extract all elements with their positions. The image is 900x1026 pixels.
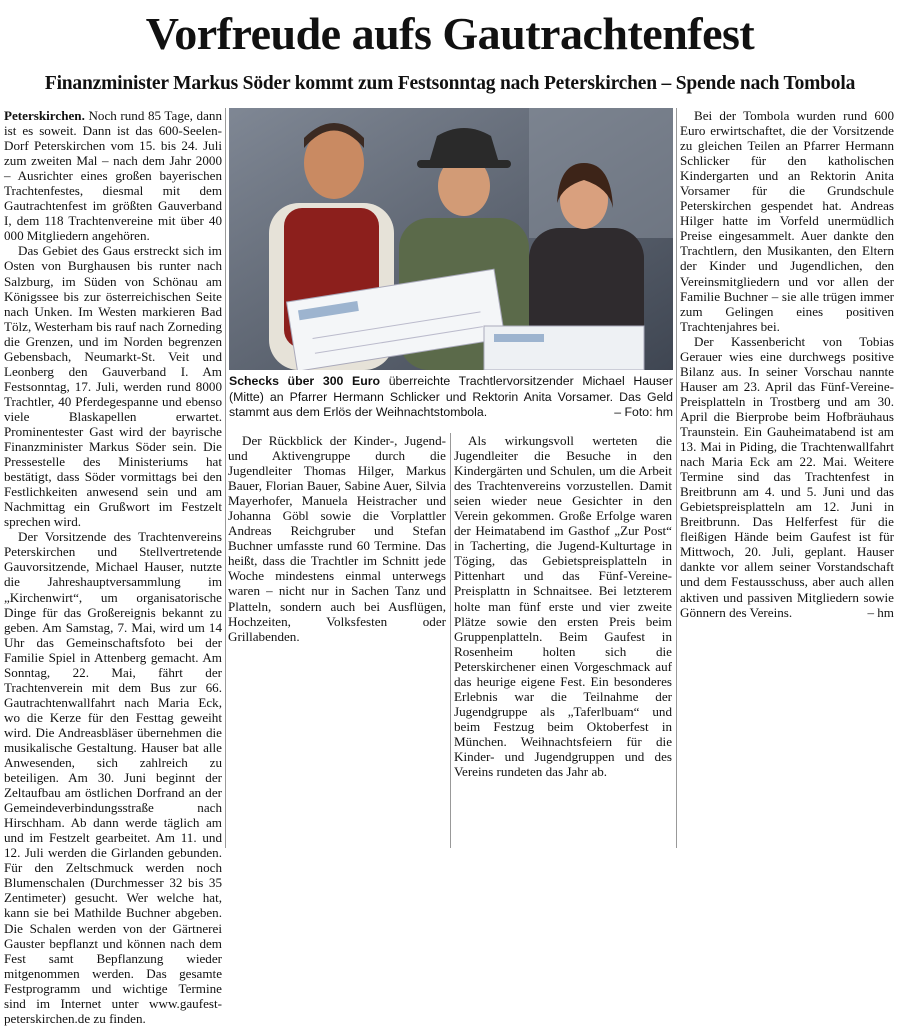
subheadline: Finanzminister Markus Söder kommt zum Festsonntag nach Peterskirchen – Spende nach Tombola: [44, 73, 856, 94]
paragraph-7: [680, 334, 894, 620]
dateline: Peterskirchen.: [4, 108, 85, 123]
photo-credit: – Foto: hm: [614, 405, 673, 419]
photo-illustration: [229, 108, 673, 370]
caption-text: überreichte Trachtlervorsitzender Michael Hauser (Mitte) an Pfarrer Hermann Schlicker und Rektorin Anita Vorsamer. Das Geld stammt aus dem Erlös der Weihnachtstombola.: [229, 374, 673, 419]
column-divider: [225, 108, 226, 848]
article-column-3: [454, 433, 672, 779]
author-signature: – hm: [867, 604, 894, 620]
paragraph-2: Das Gebiet des Gaus erstreckt sich im Osten von Burghausen bis runter nach Salzburg, im Süden von Schönau am Königssee bis zur österreichischen Seite nach Unken. Im Westen markieren Bad Tölz, Westerham bis rauf nach Zorneding die Grenzen, und im Norden begrenzen Gebensbach, Neumarkt-St. Veit und Leonberg den Gauverband I. Am Festsonntag, 17. Juli, werden rund 8000 Trachtler, 40 Pferdegespanne und ebenso viele Blaskapellen erwartet. Prominentester Gast wird der bayrische Finanzminister Markus Söder sein. Die Pressestelle des Ministeriums hat bestätigt, dass Söder vormittags bei den Festlichkeiten anwesend sein und am Nachmittag ein Grußwort im Festzelt sprechen wird.: [4, 243, 222, 530]
article-column-1: [4, 108, 222, 1026]
column-divider: [450, 433, 451, 848]
paragraph-6: Bei der Tombola wurden rund 600 Euro erwirtschaftet, die der Vorsitzende zu gleichen Teilen an Pfarrer Hermann Schlicker für den katholischen Kindergarten und an Rektorin Anita Vorsamer für die Grundschule Peterskirchen gespendet hat. Andreas Hilger hatte im Vorfeld unermüdlich Preise eingesammelt. Auer dankte den Trachtlern, den Musikanten, den Eltern der Kinder und Jugendlichen, den Vereinsmitgliedern und vor allen der Familie Buchner – sie alle trügen immer zum Gelingen eines positiven Trachtenjahres bei.: [680, 108, 894, 334]
paragraph-1-text: Noch rund 85 Tage, dann ist es soweit. Dann ist das 600-Seelen-Dorf Peterskirchen vom 15. bis 24. Juli zum zweiten Mal – nach dem Jahr 2000 – Ausrichter eines großen bayerischen Trachtenfestes, diesmal mit dem Gautrachtenfest im größten Gauverband I, dem 118 Trachtenvereine mit über 40 000 Mitgliedern angehören.: [4, 108, 222, 244]
paragraph-4: Der Rückblick der Kinder-, Jugend- und Aktivengruppe durch die Jugendleiter Thomas Hilger, Markus Bauer, Florian Bauer, Sabine Auer, Silvia Mayerhofer, Manuela Heistracher und Johanna Göbl sowie die Vorplattler Andreas Reichgruber und Stefan Buchner umfasste rund 60 Termine. Das heißt, dass die Trachtler im Schnitt jede Woche mindestens einmal unterwegs waren – nicht nur in Sachen Tanz und Platteln, sondern auch bei Ausflügen, Hochzeiten, Volksfesten oder Grillabenden.: [228, 433, 446, 644]
paragraph-1: [4, 108, 222, 243]
paragraph-3-part-1: Der Vorsitzende des Trachtenvereins Peterskirchen und Stellvertretende Gauvorsitzende, Michael Hauser, nutzte die Jahreshauptversammlung im „Kirchenwirt“, um organisatorische Dinge für das Großereignis bekannt zu geben. Am Samstag, 7. Mai, wird um 14 Uhr das Gemeinschaftsfoto bei der Familie Spiel in Attenberg gemacht. Am Sonntag, 22. Mai, fährt der Trachtenverein mit dem Bus zur 66. Gautrachtenwallfahrt nach Maria Eck, wo die Kerze für den Festtag geweiht wird. Die Andreasbläser übernehmen die musikalische Gestaltung. Hauser bat alle Anwesenden, sich zahlreich zu beteiligen. Am 30. Juni beginnt der Zeltaufbau am östlichen Dorfrand an der Gemeindeverbindungsstraße nach Hirschham. Ab dann werde täglich am und im Festzelt gearbeitet. Am 11. und 12. Juli werden die Girlanden gebunden. Für den Zeltschmuck werden noch Blumenschalen (Durchmesser 32 bis 35 Zentimeter) gesucht. Wer welche hat, kann sie bei Mathilde Buchner abgeben. Die Schalen werden von der Gärtnerei Gauster bepflanzt und können nach dem Fest samt Bepflanzung wieder mitgenommen werden. Das gesamte Festprogramm und wichtige Termine sind im Internet unter www.gaufest-peterskirchen.de zu finden.: [4, 529, 222, 1026]
paragraph-5: Als wirkungsvoll werteten die Jugendleiter die Besuche in den Kindergärten und Schulen, um die Arbeit des Trachtenvereins vorzustellen. Damit seien wieder neue Gesichter in den Verein gekommen. Große Erfolge waren der Heimatabend im Gasthof „Zur Post“ in Tacherting, die Jugend-Kulturtage in Töging, das Gebietspreisplatteln in Pittenhart und das Fünf-Vereine-Preisplattn in Schnaitsee. Bei letzterem holte man fünf erste und vier zweite Plätze sowie den ersten Preis beim Gruppenplatteln. Beim Gaufest in Rosenheim holten sich die Peterskirchener einen Vorgeschmack auf das heurige eigene Fest. Ein besonderes Erlebnis war die Teilnahme der Jugendgruppe als „Taferlbuam“ und beim Festzug beim Oktoberfest in München. Weihnachtsfeiern für die Kinder- und Jugendgruppen und des Vereins rundeten das Jahr ab.: [454, 433, 672, 780]
caption-lead: Schecks über 300 Euro: [229, 374, 381, 388]
photo-caption: [229, 374, 673, 421]
paragraph-7-text: Der Kassenbericht von Tobias Gerauer wies eine durchwegs positive Bilanz aus. In seiner Vorschau nannte Hauser am 23. April das Fünf-Vereine-Preisplatteln in Trostberg und am 30. April die Bierprobe beim Hofbräuhaus Traunstein. Ein Gauheimatabend ist am 13. Mai in Piding, die Trachtenwallfahrt nach Maria Eck am 22. Mai. Weitere Termine sind das Trachtenfest in Breitbrunn am 4. und 5. Juni und das Gebietspreisplatteln am 12. Juni in Breitbrunn. Das Helferfest für die fleißigen Hände beim Gaufest ist für Mittwoch, 20. Juli, geplant. Hauser dankte vor allem seiner Vorstandschaft und dem Festausschuss, aber auch allen aktiven und passiven Mitgliedern sowie Gönnern des Vereins.: [680, 333, 894, 620]
column-divider: [676, 108, 677, 848]
headline: Vorfreude aufs Gautrachtenfest: [145, 8, 755, 59]
article-photo: [229, 108, 673, 370]
article-column-2: [228, 433, 446, 644]
article-column-4: [680, 108, 894, 620]
